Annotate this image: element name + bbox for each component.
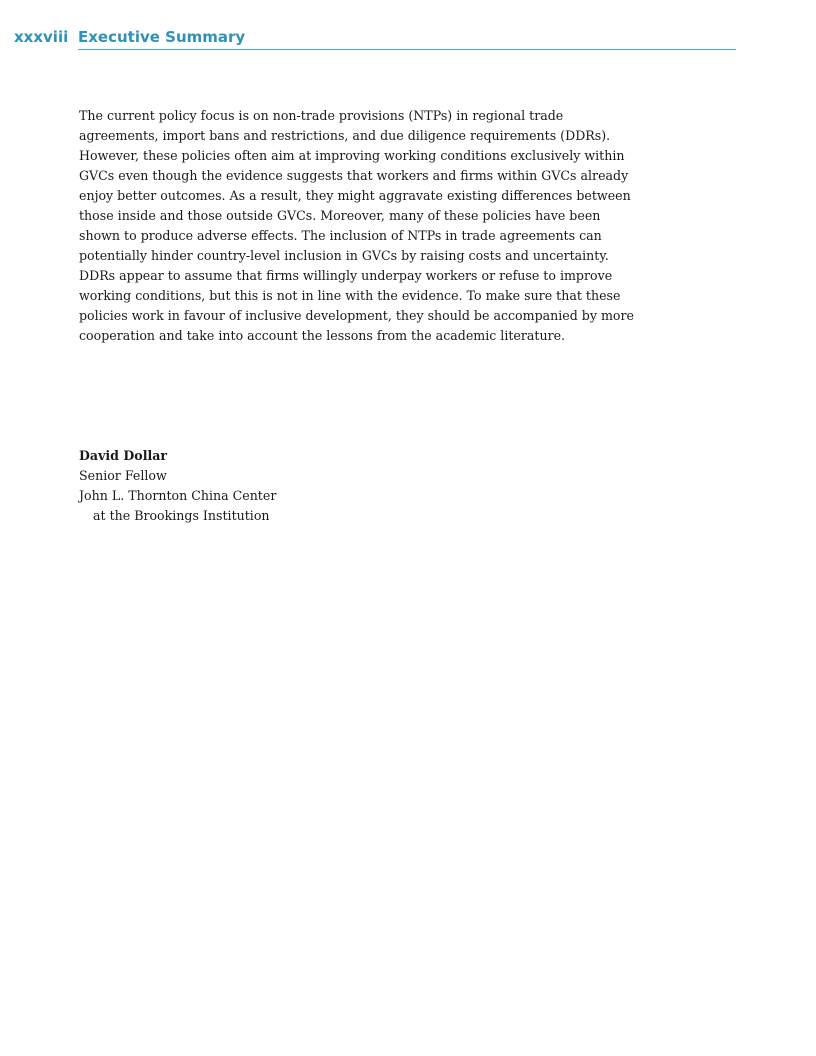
signature-name: David Dollar [79,448,168,463]
section-title: Executive Summary [78,28,246,46]
body-paragraph: The current policy focus is on non-trade provisions (NTPs) in regional trade agreements, import bans and restrictions, and due diligence requirements (DDRs). However, these policies often aim at improving working conditions exclusively within GVCs even though the evidence suggests that workers and firms within GVCs already enjoy better outcomes. As a result, they might aggravate existing differences between those inside and those outside GVCs. Moreover, many of these policies have been shown to produce adverse effects. The inclusion of NTPs in trade agreements can potentially hinder country-level inclusion in GVCs by raising costs and uncertainty. DDRs appear to assume that firms willingly underpay workers or refuse to improve working conditions, but this is not in line with the evidence. To make sure that these policies work in favour of inclusive development, they should be accompanied by more cooperation and take into account the lessons from the academic literature. [79,108,634,343]
signature-block [79,446,479,526]
header-divider [78,49,736,50]
running-header [14,27,736,50]
signature-organization: John L. Thornton China Center [79,488,277,503]
signature-title: Senior Fellow [79,468,167,483]
page-number: xxxviii [14,28,69,46]
signature-affiliation: at the Brookings Institution [93,508,270,523]
